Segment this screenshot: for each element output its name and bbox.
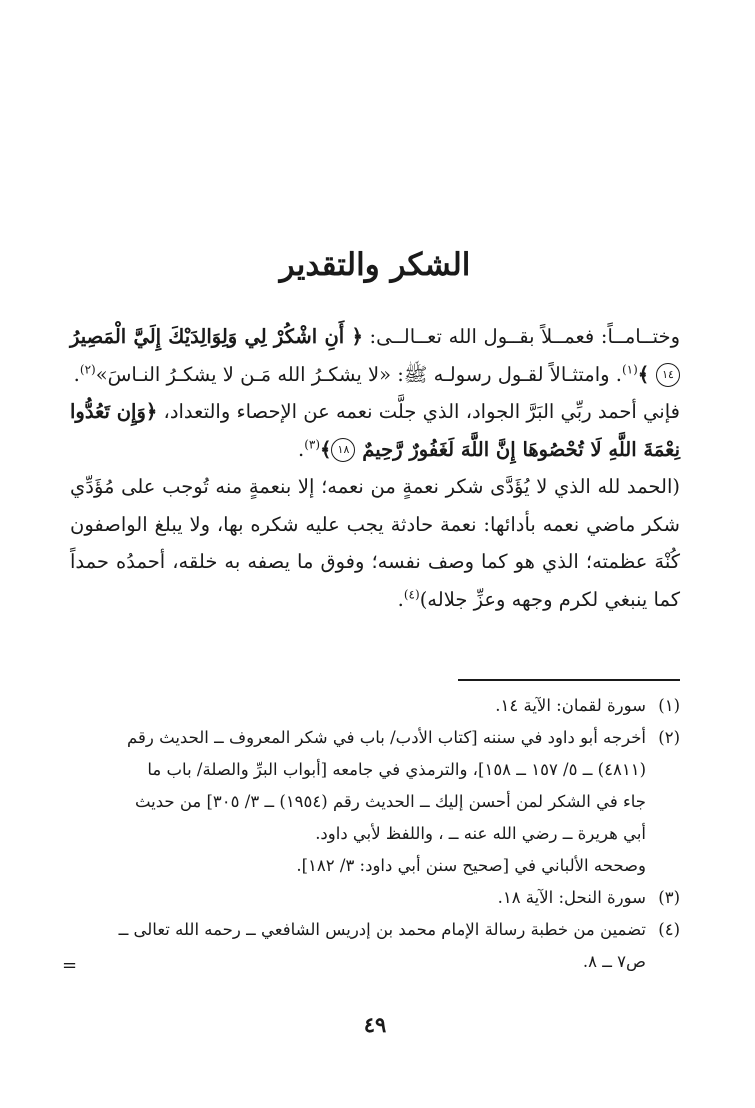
footnote-line: سورة النحل: الآية ١٨.: [497, 888, 646, 907]
footnote-ref: (٣): [304, 437, 321, 451]
footnote-line: جاء في الشكر لمن أحسن إليك ــ الحديث رقم (١٩٥٤) ــ ٣/ ٣٠٥] من حديث: [134, 792, 646, 811]
footnote-item: [70, 882, 680, 914]
page-number: ٤٩: [363, 1012, 387, 1037]
quran-verse: ﴿وَإِن تَعُدُّوا نِعْمَةَ اللَّهِ لَا تُحْصُوهَا إِنَّ اللَّهَ لَغَفُورٌ رَّحِيمٌ ١٨﴾: [70, 400, 680, 461]
footnote-separator: [458, 679, 680, 681]
continuation-mark: =: [62, 955, 78, 976]
footnote-line: (٤٨١١) ــ ٥/ ١٥٧ ــ ١٥٨]، والترمذي في جامعه [أبواب البرِّ والصلة/ باب ما: [147, 760, 646, 779]
hadith-text: . وامتثـالاً لقـول رسولـه ﷺ: «لا يشكـرُ الله مَـن لا يشكـرُ النـاسَ»: [95, 362, 622, 386]
footnote-number: (٤): [658, 920, 680, 939]
footnote-item: [70, 914, 680, 978]
footnote-ref: (٢): [79, 362, 96, 376]
footnote-line: سورة لقمان: الآية ١٤.: [495, 696, 646, 715]
footnote-line: أبي هريرة ــ رضي الله عنه ــ ، واللفظ لأبي داود.: [315, 824, 646, 843]
footnote-number: (٢): [658, 728, 680, 747]
paragraph-closing: وختــامــاً: فعمــلاً بقــول الله تعــالــى: ﴿ أَنِ اشْكُرْ لِي وَلِوَالِدَيْكَ إِلَيَّ الْمَصِيرُ ١٤ ﴾$^{(١)}$. وامتثـالاً لقـول رسولـه ﷺ: «لا يشكـرُ الله مَـن لا يشكـرُ النـاسَ»$^{(٢)}$.: [70, 325, 681, 386]
quran-verse: ﴿ أَنِ اشْكُرْ لِي وَلِوَالِدَيْكَ إِلَيَّ الْمَصِيرُ ١٤ ﴾: [70, 325, 680, 386]
paragraph-intro: وختــامــاً: فعمــلاً بقــول الله تعــالــى:: [362, 325, 681, 348]
footnote-number: (٣): [658, 888, 680, 907]
page-title: الشكر والتقدير: [279, 246, 471, 283]
main-text: [70, 318, 680, 618]
document-page: [62, 0, 681, 1108]
footnote-item: [70, 690, 680, 722]
footnote-ref: (٤): [403, 587, 420, 601]
footnote-ref: (١): [621, 362, 638, 376]
footnote-item: [70, 722, 680, 882]
footnotes: [70, 690, 680, 978]
paragraph-quotation: (الحمد لله الذي لا يُؤَدَّى شكر نعمةٍ من نعمه؛ إلا بنعمةٍ منه تُوجب على مُؤَدِّي شكر ماضي نعمه بأدائها: نعمة حادثة يجب عليه شكره بها، ولا يبلغ الواصفون كُنْهَ عظمته؛ الذي هو كما وصف نفسه؛ وفوق ما يصفه به خلقه، أحمدُه حمداً كما ينبغي لكرم وجهه وعزِّ جلاله)$^{(٤)}$.: [70, 475, 680, 611]
footnote-number: (١): [658, 696, 680, 715]
footnote-line: أخرجه أبو داود في سننه [كتاب الأدب/ باب في شكر المعروف ــ الحديث رقم: [127, 728, 646, 747]
ayah-number-marker: ١٨: [331, 438, 355, 462]
footnote-line: ص٧ ــ ٨.: [582, 952, 646, 971]
footnote-line: وصححه الألباني في [صحيح سنن أبي داود: ٣/ ١٨٢].: [296, 856, 646, 875]
paragraph-praise: فإني أحمد ربِّي البَرَّ الجواد، الذي جلَّت نعمه عن الإحصاء والتعداد، ﴿وَإِن تَعُدُّوا نِعْمَةَ اللَّهِ لَا تُحْصُوهَا إِنَّ اللَّهَ لَغَفُورٌ رَّحِيمٌ ١٨﴾$^{(٣)}$.: [70, 400, 680, 461]
ayah-number-marker: ١٤: [656, 363, 680, 387]
footnote-line: تضمين من خطبة رسالة الإمام محمد بن إدريس الشافعي ــ رحمه الله تعالى ــ: [118, 920, 646, 939]
